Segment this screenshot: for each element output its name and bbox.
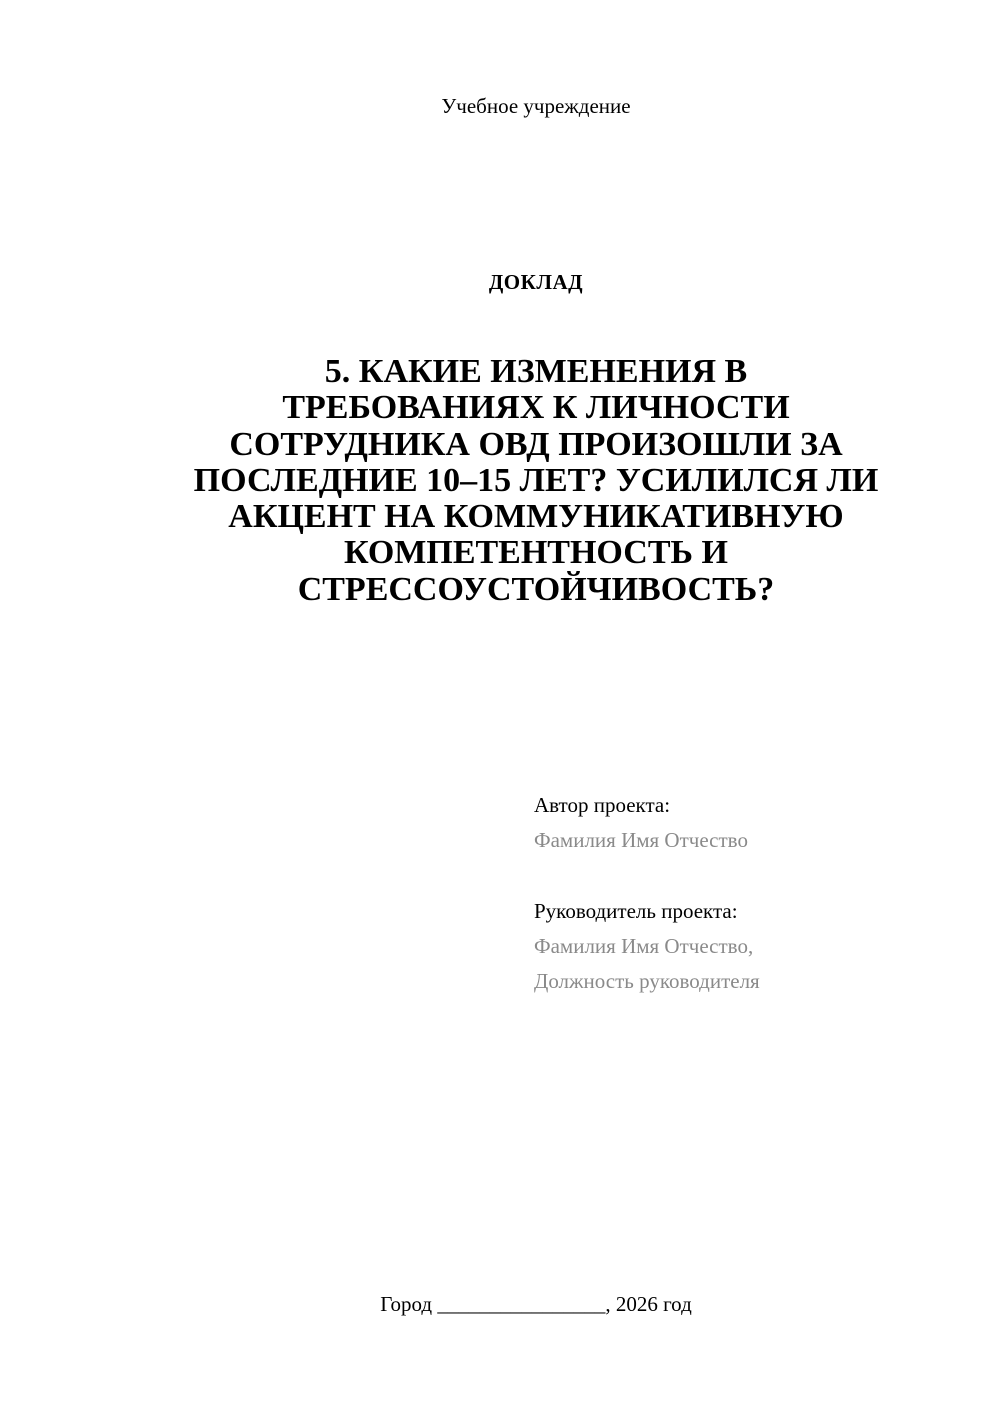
title-line: 5. КАКИЕ ИЗМЕНЕНИЯ В <box>324 353 748 390</box>
author-label: Автор проекта: <box>534 793 671 817</box>
title-line: СТРЕССОУСТОЙЧИВОСТЬ? <box>297 570 775 608</box>
credits-block <box>534 788 974 999</box>
supervisor-position-placeholder: Должность руководителя <box>534 969 760 993</box>
document-type-label: ДОКЛАД <box>488 270 584 294</box>
supervisor-name-placeholder: Фамилия Имя Отчество, <box>534 934 754 958</box>
city-year-line: Город ________________, 2026 год <box>380 1292 692 1316</box>
title-line: СОТРУДНИКА ОВД ПРОИЗОШЛИ ЗА <box>229 425 843 463</box>
title-line: КОМПЕТЕНТНОСТЬ И <box>344 534 728 572</box>
institution-name: Учебное учреждение <box>441 94 631 118</box>
author-name-placeholder: Фамилия Имя Отчество <box>534 828 748 852</box>
report-title <box>140 354 932 608</box>
title-line: ПОСЛЕДНИЕ 10–15 ЛЕТ? УСИЛИЛСЯ ЛИ <box>193 461 879 499</box>
spacer <box>534 858 974 894</box>
title-line: ТРЕБОВАНИЯХ К ЛИЧНОСТИ <box>282 389 790 427</box>
title-line: АКЦЕНТ НА КОММУНИКАТИВНУЮ <box>228 498 844 536</box>
supervisor-label: Руководитель проекта: <box>534 899 738 923</box>
